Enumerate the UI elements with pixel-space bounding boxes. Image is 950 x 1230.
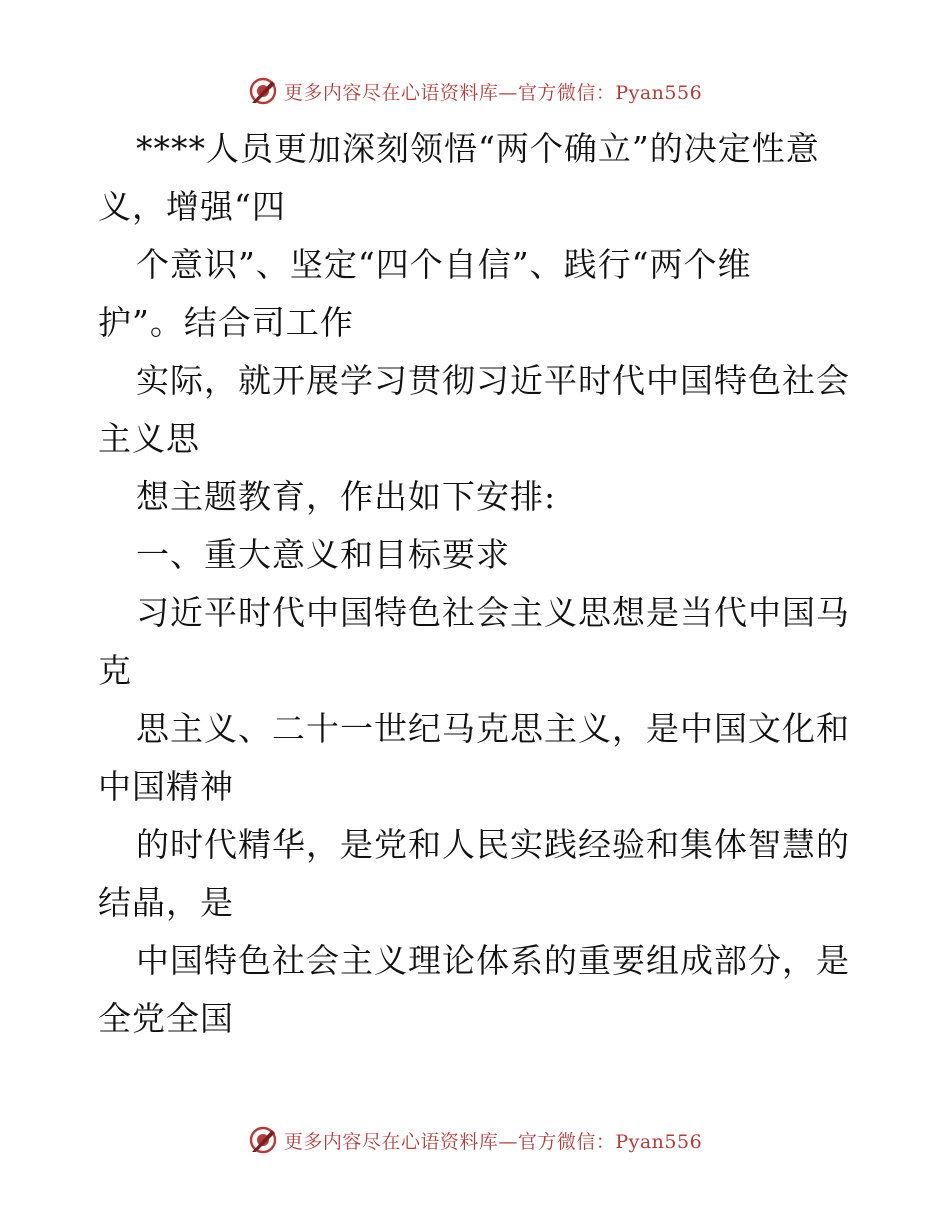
text-line: 结晶，是 bbox=[98, 883, 234, 922]
text-line: 全党全国 bbox=[98, 999, 234, 1038]
quill-pen-logo-icon bbox=[248, 76, 278, 106]
text-line: 护”。结合司工作 bbox=[98, 303, 354, 342]
text-line: ****人员更加深刻领悟“两个确立”的决定性意 bbox=[136, 129, 820, 168]
footer-banner bbox=[0, 1123, 950, 1157]
text-line: 主义思 bbox=[98, 419, 200, 458]
text-line: 思主义、二十一世纪马克思主义，是中国文化和 bbox=[136, 709, 850, 748]
text-line: 中国精神 bbox=[98, 767, 234, 806]
text-line: 克 bbox=[98, 651, 132, 690]
quill-pen-logo-icon bbox=[248, 1125, 278, 1155]
text-line: 中国特色社会主义理论体系的重要组成部分，是 bbox=[136, 941, 850, 980]
section-heading: 一、重大意义和目标要求 bbox=[136, 535, 510, 574]
header-banner-text: 更多内容尽在心语资料库—官方微信：Pyan556 bbox=[283, 81, 703, 104]
text-line: 个意识”、坚定“四个自信”、践行“两个维 bbox=[136, 245, 752, 284]
text-line: 的时代精华，是党和人民实践经验和集体智慧的 bbox=[136, 825, 850, 864]
document-body bbox=[98, 120, 858, 1048]
text-line: 习近平时代中国特色社会主义思想是当代中国马 bbox=[136, 593, 850, 632]
header-banner bbox=[0, 74, 950, 108]
text-line: 实际，就开展学习贯彻习近平时代中国特色社会 bbox=[136, 361, 850, 400]
text-line: 想主题教育，作出如下安排: bbox=[136, 477, 557, 516]
footer-banner-text: 更多内容尽在心语资料库—官方微信：Pyan556 bbox=[283, 1130, 703, 1153]
text-line: 义，增强“四 bbox=[98, 187, 286, 226]
